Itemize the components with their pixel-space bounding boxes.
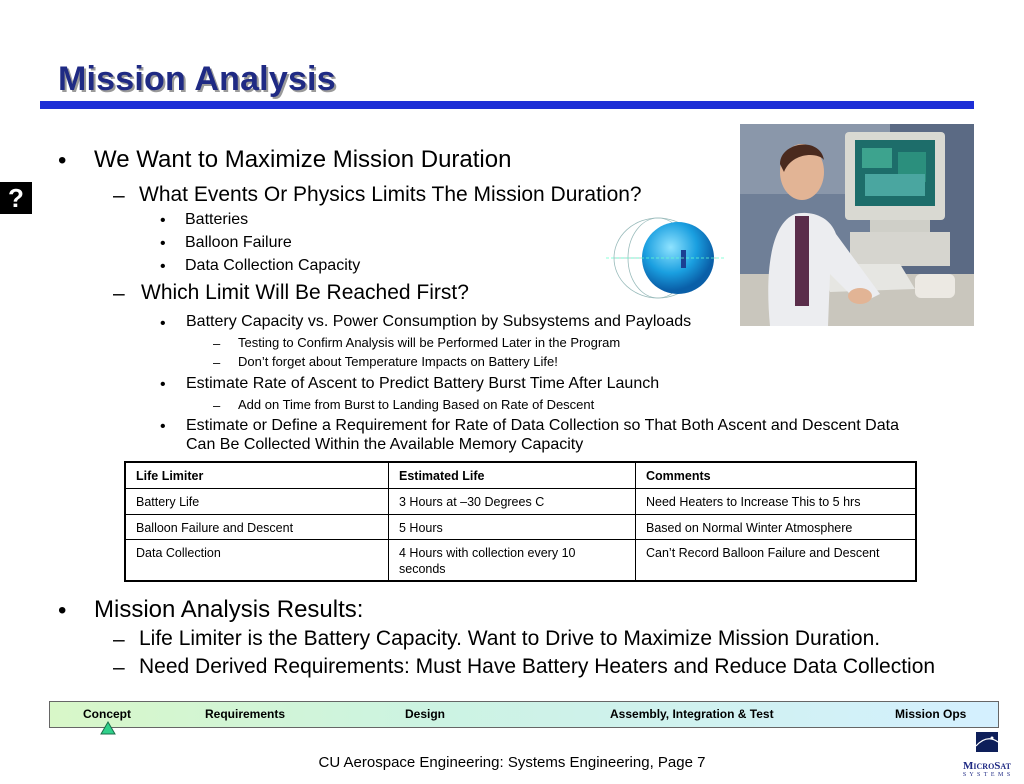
- bullet-data-capacity: Data Collection Capacity: [185, 257, 361, 274]
- footer-text: CU Aerospace Engineering: Systems Engineering, Page 7: [318, 754, 706, 771]
- bullet-data-rate: Estimate or Define a Requirement for Rate of Data Collection so That Both Ascent and Descent Data: [186, 417, 899, 434]
- bullet-dot: •: [160, 376, 166, 393]
- current-phase-marker-icon: [100, 721, 116, 735]
- bullet-battery-capacity: Battery Capacity vs. Power Consumption by Subsystems and Payloads: [186, 313, 692, 330]
- bullet-derived-reqs: Need Derived Requirements: Must Have Battery Heaters and Reduce Data Collection: [139, 655, 936, 678]
- bullet-temperature: Don’t forget about Temperature Impacts on Battery Life!: [238, 354, 558, 369]
- slide-title: Mission Analysis: [58, 60, 336, 98]
- bullet-batteries: Batteries: [185, 211, 249, 228]
- phase-requirements[interactable]: Requirements: [205, 707, 286, 721]
- logo-text: MicroSat S Y S T E M S: [962, 760, 1012, 778]
- life-limiter-table: [124, 461, 917, 582]
- bullet-dot: •: [160, 258, 166, 275]
- table-header: Comments: [636, 462, 917, 488]
- table-row: [125, 514, 916, 539]
- bullet-what-limits: What Events Or Physics Limits The Mission Duration?: [139, 183, 642, 206]
- bullet-burst-to-landing: Add on Time from Burst to Landing Based on Rate of Descent: [238, 397, 595, 412]
- bullet-dot: •: [160, 235, 166, 252]
- table-row: [125, 488, 916, 514]
- bullet-dash: –: [113, 628, 125, 651]
- bullet-dot: •: [160, 418, 166, 435]
- bullet-dot: •: [160, 315, 166, 332]
- bullet-dot: •: [160, 212, 166, 229]
- bullet-dash: –: [213, 355, 221, 370]
- phase-mission-ops[interactable]: Mission Ops: [895, 707, 967, 721]
- bullet-dot: •: [58, 147, 67, 174]
- bullet-data-rate-cont: Can Be Collected Within the Available Memory Capacity: [186, 436, 584, 453]
- table-row: [125, 539, 916, 581]
- bullet-balloon-failure: Balloon Failure: [185, 234, 292, 251]
- table-cell: 5 Hours: [389, 514, 636, 539]
- phase-bar: [49, 701, 999, 728]
- table-cell: Based on Normal Winter Atmosphere: [636, 514, 917, 539]
- bullet-dash: –: [213, 336, 221, 351]
- table-cell: Can’t Record Balloon Failure and Descent: [636, 539, 917, 581]
- table-cell: Balloon Failure and Descent: [125, 514, 389, 539]
- bullet-life-limiter: Life Limiter is the Battery Capacity. Want to Drive to Maximize Mission Duration.: [139, 627, 881, 650]
- phase-design[interactable]: Design: [405, 707, 446, 721]
- bullet-rate-ascent: Estimate Rate of Ascent to Predict Battery Burst Time After Launch: [186, 375, 660, 392]
- table-header: Estimated Life: [389, 462, 636, 488]
- globe-icon: [606, 210, 724, 306]
- table-cell: Data Collection: [125, 539, 389, 581]
- phase-concept[interactable]: Concept: [83, 707, 131, 721]
- title-underline: [40, 101, 974, 109]
- bullet-maximize-duration: We Want to Maximize Mission Duration: [94, 146, 512, 173]
- table-cell: Need Heaters to Increase This to 5 hrs: [636, 488, 917, 514]
- bullet-dash: –: [113, 282, 125, 305]
- phase-assembly[interactable]: Assembly, Integration & Test: [610, 707, 774, 721]
- bullet-dot: •: [58, 597, 67, 624]
- bullet-dash: –: [213, 398, 221, 413]
- table-header: Life Limiter: [125, 462, 389, 488]
- bullet-dash: –: [113, 656, 125, 679]
- engineer-computer-photo: [740, 124, 974, 326]
- table-cell: 4 Hours with collection every 10 seconds: [389, 539, 636, 581]
- bullet-which-limit: Which Limit Will Be Reached First?: [141, 281, 469, 304]
- bullet-testing: Testing to Confirm Analysis will be Performed Later in the Program: [238, 335, 621, 350]
- bullet-results: Mission Analysis Results:: [94, 596, 364, 623]
- bullet-dash: –: [113, 184, 125, 207]
- table-cell: Battery Life: [125, 488, 389, 514]
- table-cell: 3 Hours at –30 Degrees C: [389, 488, 636, 514]
- help-icon[interactable]: ?: [0, 182, 32, 214]
